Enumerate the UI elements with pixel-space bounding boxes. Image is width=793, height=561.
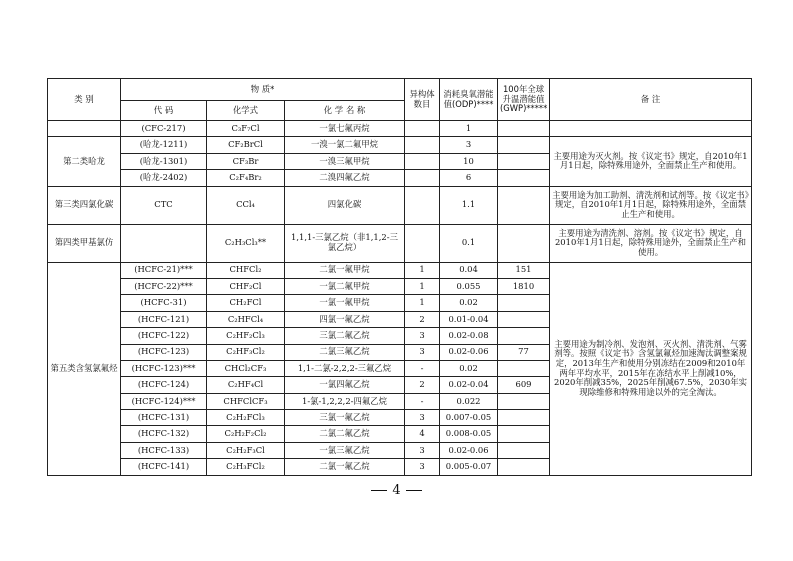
table-row: (哈龙-1301) CF₃Br 一溴三氟甲烷 10: [48, 153, 752, 169]
table-row: (HCFC-123) C₂HF₃Cl₂ 二氯三氟乙烷 3 0.02-0.06 77: [48, 344, 752, 360]
header-category: 类 别: [48, 79, 121, 121]
table-row: 第四类甲基氯仿 C₂H₃Cl₃** 1,1,1-三氯乙烷（非1,1,2-三氯乙烷） 0.1 主要用途为清洗剂、溶剂。按《议定书》规定，自2010年1月1日起，除特殊用途外，全面禁止生产和使用。: [48, 224, 752, 262]
substance-table: [47, 78, 752, 476]
table-row: (HCFC-121) C₂HFCl₄ 四氯一氟乙烷 2 0.01-0.04: [48, 311, 752, 327]
header-chem-name: 化 学 名 称: [285, 101, 405, 121]
header-gwp: 100年全球升温潜能值(GWP)*****: [498, 79, 550, 121]
table-row: (HCFC-124) C₂HF₄Cl 一氯四氟乙烷 2 0.02-0.04 609: [48, 377, 752, 393]
group-hcfc: 第五类含氢氯氟烃: [48, 262, 121, 475]
dash-right: [406, 490, 422, 491]
note-mcf: 主要用途为清洗剂、溶剂。按《议定书》规定，自2010年1月1日起，除特殊用途外，全面禁止生产和使用。: [550, 224, 752, 262]
table-row: (HCFC-133) C₂H₂F₃Cl 一氯三氟乙烷 3 0.02-0.06: [48, 442, 752, 458]
table-row: 第二类哈龙 (哈龙-1211) CF₂BrCl 一溴一氯二氟甲烷 3 主要用途为灭火剂。按《议定书》规定，自2010年1月1日起，除特殊用途外，全面禁止生产和使用。: [48, 137, 752, 153]
table-row: (HCFC-132) C₂H₂F₂Cl₂ 二氯二氟乙烷 4 0.008-0.05: [48, 426, 752, 442]
header-formula: 化学式: [207, 101, 285, 121]
note-halon: 主要用途为灭火剂。按《议定书》规定，自2010年1月1日起，除特殊用途外，全面禁止生产和使用。: [550, 137, 752, 186]
header-odp: 消耗臭氧潜能值(ODP)****: [440, 79, 498, 121]
table-row: (HCFC-124)*** CHFClCF₃ 1-氯-1,2,2,2-四氟乙烷 - 0.022: [48, 393, 752, 409]
header-substance: 物 质*: [121, 79, 405, 101]
group-mcf: 第四类甲基氯仿: [48, 224, 121, 262]
header-remarks: 备 注: [550, 79, 752, 121]
table-row: (HCFC-141) C₂H₃FCl₂ 二氯一氟乙烷 3 0.005-0.07: [48, 459, 752, 475]
header-code: 代 码: [121, 101, 207, 121]
group-halon: 第二类哈龙: [48, 137, 121, 186]
note-ctc: 主要用途为加工助剂、清洗剂和试剂等。按《议定书》规定，自2010年1月1日起，除特殊用途外，全面禁止生产和使用。: [550, 186, 752, 224]
page-number: 4: [0, 483, 793, 498]
table-row: (HCFC-122) C₂HF₂Cl₃ 三氯二氟乙烷 3 0.02-0.08: [48, 328, 752, 344]
table-row: 第三类四氯化碳 CTC CCl₄ 四氯化碳 1.1 主要用途为加工助剂、清洗剂和试剂等。按《议定书》规定，自2010年1月1日起，除特殊用途外，全面禁止生产和使用。: [48, 186, 752, 224]
table-row: (HCFC-123)*** CHCl₂CF₃ 1,1-二氯-2,2,2-三氟乙烷 - 0.02: [48, 360, 752, 376]
group-ctc: 第三类四氯化碳: [48, 186, 121, 224]
table-row: (HCFC-131) C₂H₂FCl₃ 三氯一氟乙烷 3 0.007-0.05: [48, 410, 752, 426]
dash-left: [371, 490, 387, 491]
header-isomers: 异构体数目: [405, 79, 440, 121]
note-hcfc: 主要用途为制冷剂、发泡剂、灭火剂、清洗剂、气雾剂等。按照《议定书》含氢氯氟烃加速淘汰调整案规定，2013年生产和使用分别冻结在2009和2010年两年平均水平，2015年在冻结水平上削减10%，2020年削减35%，2025年削减67.5%，2030年实现除维修和特殊用途以外的完全淘汰。: [550, 262, 752, 475]
table-row: 第五类含氢氯氟烃 (HCFC-21)*** CHFCl₂ 二氯一氟甲烷 1 0.04 151 主要用途为制冷剂、发泡剂、灭火剂、清洗剂、气雾剂等。按照《议定书》含氢氯氟烃加速淘汰调整案规定，2013年生产和使用分别冻结在2009和2010年两年平均水平，2015年在冻结水平上削减10%，2020年削减35%，2025年削减67.5%，2030年实现除维修和特殊用途以外的完全淘汰。: [48, 262, 752, 278]
table-row: (CFC-217) C₃F₇Cl 一氯七氟丙烷 1: [48, 121, 752, 137]
table-row: (哈龙-2402) C₂F₄Br₂ 二溴四氟乙烷 6: [48, 170, 752, 186]
table-row: (HCFC-31) CH₂FCl 一氯一氟甲烷 1 0.02: [48, 295, 752, 311]
table-row: (HCFC-22)*** CHF₂Cl 一氯二氟甲烷 1 0.055 1810: [48, 278, 752, 294]
